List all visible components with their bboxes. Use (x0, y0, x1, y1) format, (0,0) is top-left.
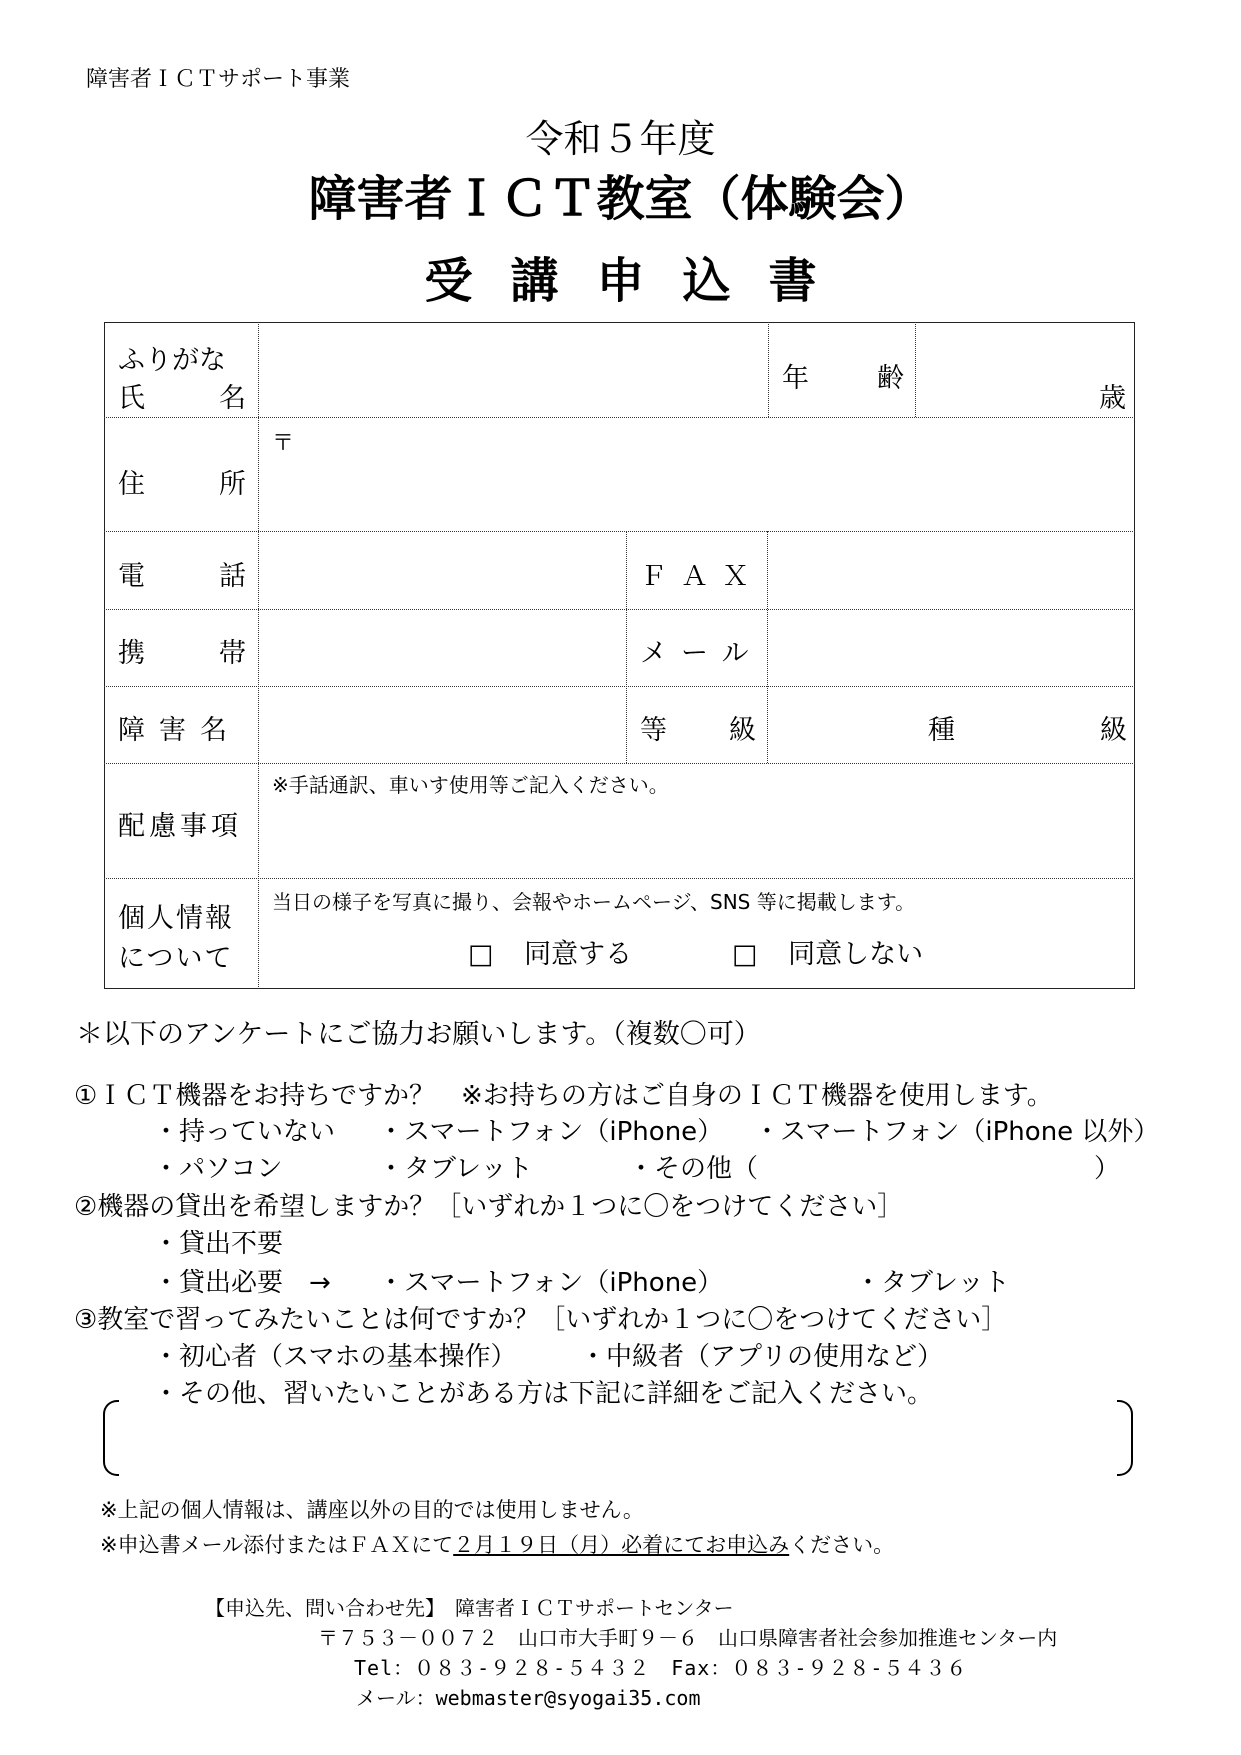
phone-label-char: 話 (219, 561, 246, 592)
application-form-table (104, 322, 1135, 989)
type-label: 種 (928, 715, 955, 746)
grade-unit: 級 (1100, 715, 1127, 746)
mail-label: メール (640, 638, 763, 669)
q1-option-other-close: ） (1094, 1154, 1121, 1184)
phone-label (118, 554, 246, 593)
name-label-char: 名 (219, 383, 246, 414)
grade-label (640, 708, 756, 747)
consideration-field[interactable] (260, 798, 1133, 876)
deadline-note (100, 1529, 894, 1559)
address-label-char: 所 (219, 469, 246, 500)
mobile-label (118, 631, 246, 670)
agree-label: 同意する (524, 939, 633, 970)
right-bracket (1117, 1400, 1133, 1476)
question-1: ①ＩＣＴ機器をお持ちですか？ ※お持ちの方はご自身のＩＣＴ機器を使用します。 (74, 1081, 1053, 1111)
q1-option-smartphone-other[interactable]: ・スマートフォン（iPhone 以外） (754, 1117, 1160, 1147)
year-title: 令和５年度 (525, 117, 716, 161)
fax-label: ＦＡＸ (640, 561, 763, 592)
mobile-field[interactable] (260, 611, 624, 684)
q2-option-iphone[interactable]: ・スマートフォン（iPhone） (378, 1268, 724, 1298)
postal-mark: 〒 (272, 431, 295, 456)
grade-label-char: 等 (640, 715, 667, 746)
privacy-usage-note: ※上記の個人情報は、講座以外の目的では使用しません。 (100, 1498, 644, 1522)
survey-intro: ＊以下のアンケートにご協力お願いします。（複数〇可） (76, 1019, 761, 1050)
deadline-date: ２月１９日（月）必着にてお申込み (453, 1533, 790, 1557)
q1-option-none[interactable]: ・持っていない (153, 1117, 336, 1147)
age-unit: 歳 (1099, 383, 1126, 414)
name-label (118, 376, 246, 415)
org-label: 障害者ＩＣＴサポート事業 (86, 67, 351, 92)
deadline-note-prefix: ※申込書メール添付またはＦＡＸにて (100, 1533, 454, 1557)
fax-field[interactable] (769, 533, 1133, 607)
contact-tel-fax: Tel：０８３-９２８-５４３２ Fax：０８３-９２８-５４３６ (354, 1656, 968, 1680)
phone-label-char: 電 (118, 561, 145, 592)
disability-label: 障害名 (118, 715, 241, 746)
furigana-label: ふりがな (118, 345, 226, 376)
q3-option-beginner[interactable]: ・初心者（スマホの基本操作） (153, 1342, 517, 1372)
q2-option-not-needed[interactable]: ・貸出不要 (153, 1229, 284, 1259)
privacy-label-line1: 個人情報 (118, 903, 234, 934)
age-label-char: 齢 (877, 363, 904, 394)
age-label-char: 年 (782, 363, 809, 394)
deadline-note-suffix: ください。 (789, 1533, 895, 1557)
left-bracket (103, 1400, 119, 1476)
name-field[interactable] (260, 324, 766, 415)
grade-field[interactable] (769, 688, 1133, 761)
consideration-note: ※手話通訳、車いす使用等ご記入ください。 (272, 773, 669, 797)
q1-option-other[interactable]: ・その他（ (628, 1154, 759, 1184)
age-label (782, 356, 904, 395)
q2-option-tablet[interactable]: ・タブレット (855, 1268, 1010, 1298)
address-label-char: 住 (118, 469, 145, 500)
checkbox-icon[interactable]: □ (732, 939, 758, 970)
checkbox-icon[interactable]: □ (468, 939, 494, 970)
privacy-label-line2: について (118, 943, 234, 974)
consideration-label: 配慮事項 (118, 811, 242, 842)
q1-option-tablet[interactable]: ・タブレット (378, 1154, 533, 1184)
q1-option-pc[interactable]: ・パソコン (153, 1154, 283, 1184)
mobile-label-char: 帯 (219, 638, 246, 669)
form-title: 受講申込書 (424, 253, 855, 309)
disagree-label: 同意しない (788, 939, 924, 970)
column-divider (768, 322, 769, 417)
q1-option-iphone[interactable]: ・スマートフォン（iPhone） (378, 1117, 724, 1147)
main-title: 障害者ＩＣＴ教室（体験会） (308, 171, 933, 227)
column-divider (626, 531, 627, 763)
address-label (118, 462, 246, 501)
agree-option[interactable] (468, 932, 632, 971)
question-3: ③教室で習ってみたいことは何ですか？［いずれか１つに〇をつけてください］ (74, 1305, 1008, 1335)
address-field[interactable] (260, 419, 1133, 529)
disagree-option[interactable] (732, 932, 923, 971)
disability-field[interactable] (260, 688, 624, 761)
q2-option-needed[interactable]: ・貸出必要 → (153, 1268, 331, 1298)
q3-option-other[interactable]: ・その他、習いたいことがある方は下記に詳細をご記入ください。 (153, 1379, 934, 1409)
question-2: ②機器の貸出を希望しますか？［いずれか１つに〇をつけてください］ (74, 1192, 904, 1222)
other-details-field[interactable] (124, 1402, 1114, 1472)
privacy-note: 当日の様子を写真に撮り、会報やホームページ、SNS 等に掲載します。 (272, 890, 916, 914)
q3-option-intermediate[interactable]: ・中級者（アプリの使用など） (580, 1342, 943, 1372)
contact-heading: 【申込先、問い合わせ先】 障害者ＩＣＴサポートセンター (205, 1596, 734, 1620)
mail-field[interactable] (769, 611, 1133, 684)
grade-label-char: 級 (729, 715, 756, 746)
label-column-divider (258, 322, 259, 989)
column-divider (767, 531, 768, 763)
contact-email[interactable]: メール：webmaster@syogai35.com (356, 1686, 701, 1710)
column-divider (915, 322, 916, 417)
contact-address: 〒７５３－００７２ 山口市大手町９－６ 山口県障害者社会参加推進センター内 (318, 1626, 1058, 1650)
name-label-char: 氏 (118, 383, 145, 414)
phone-field[interactable] (260, 533, 624, 607)
mobile-label-char: 携 (118, 638, 145, 669)
